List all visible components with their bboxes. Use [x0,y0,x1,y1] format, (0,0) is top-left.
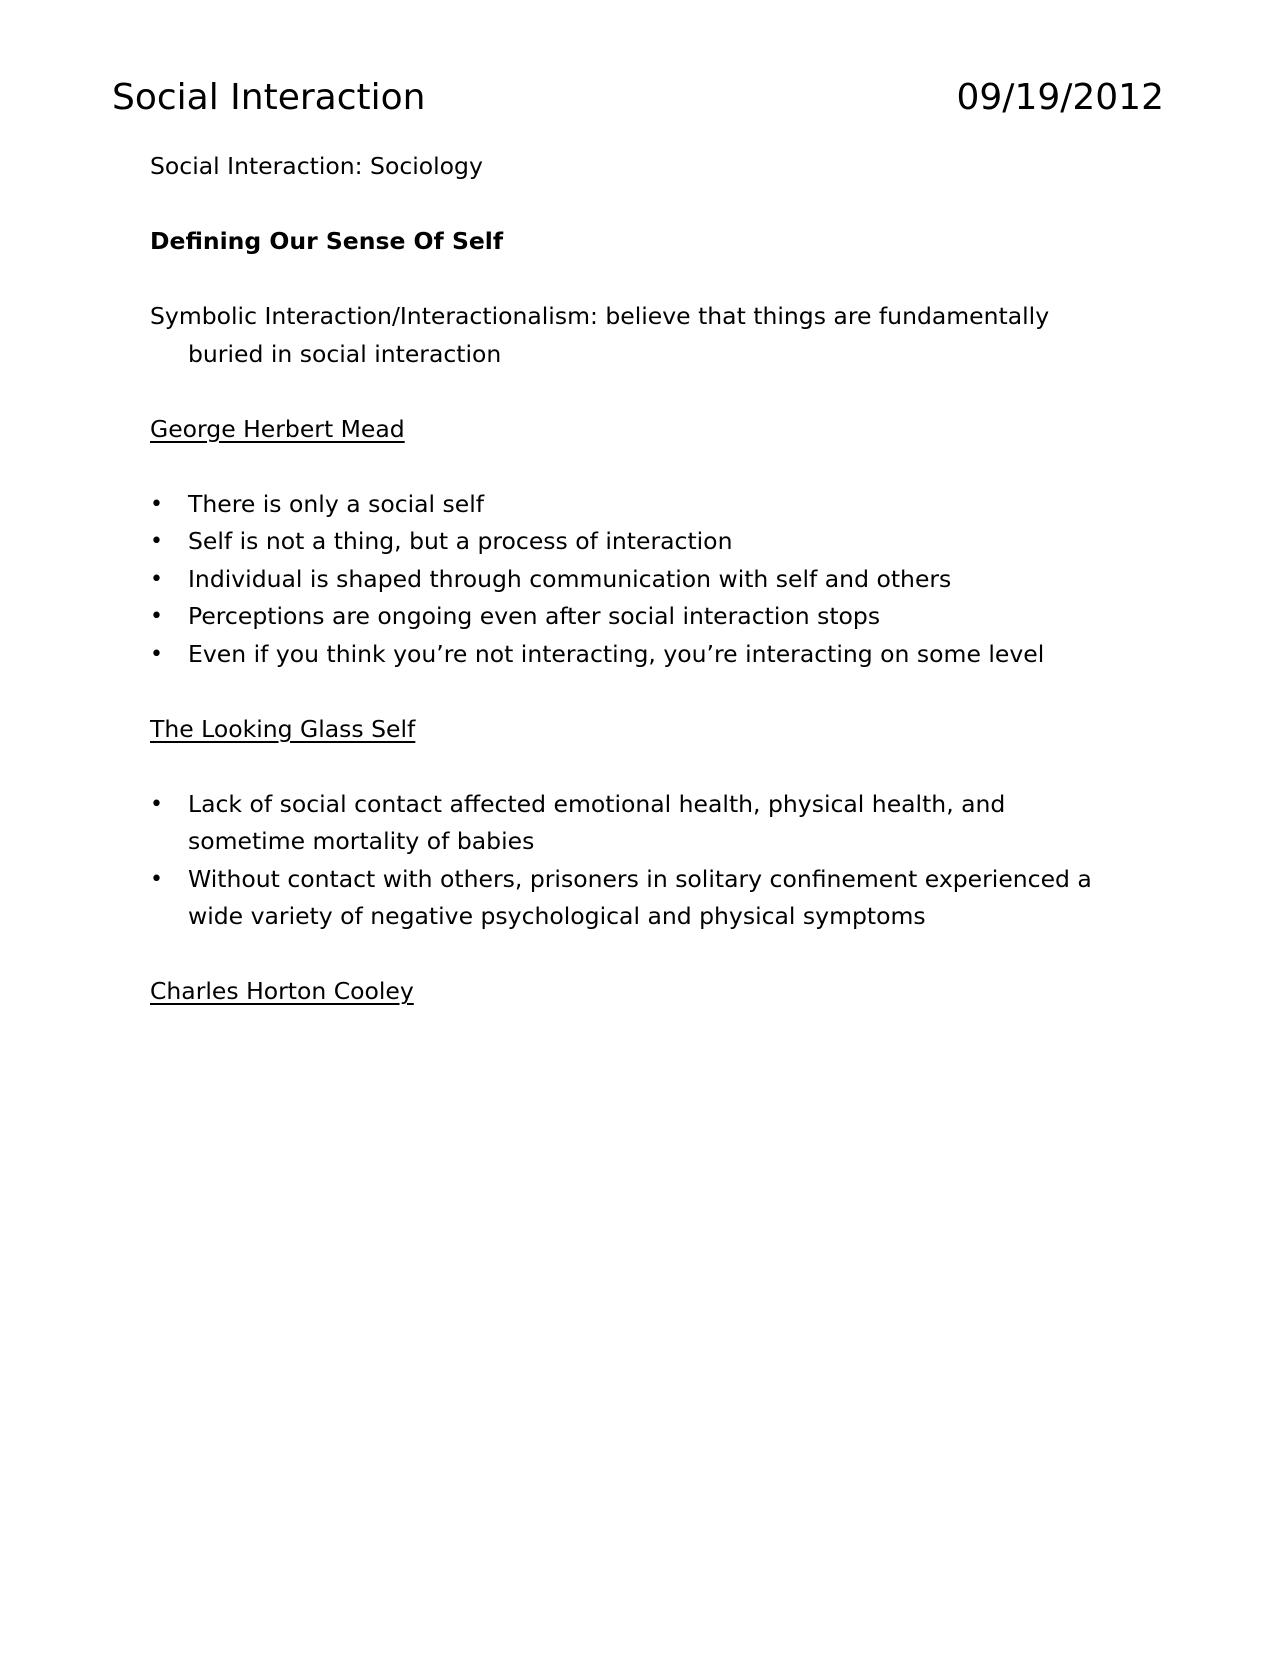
subtitle: Social Interaction: Sociology [150,152,483,180]
document-title: Social Interaction [112,77,426,118]
list-item-text: Perceptions are ongoing even after social interaction stops [188,602,881,630]
spacer [150,261,1120,299]
list-item-text: Without contact with others, prisoners in solitary confinement experienced a wide variety of negative psychological and physical symptoms [188,864,1092,930]
list-item [150,598,1120,636]
section-heading: Defining Our Sense Of Self [150,227,504,255]
bullet-icon: • [150,641,163,667]
looking-glass-heading: The Looking Glass Self [150,714,416,743]
mead-bullet-list [150,486,1120,674]
spacer [150,373,1120,411]
spacer [150,186,1120,224]
spacer [150,748,1120,786]
looking-glass-heading-line [150,711,1120,749]
looking-glass-bullet-list [150,786,1120,936]
document-body [150,148,1120,1011]
document-date: 09/19/2012 [956,77,1164,118]
definition-paragraph: Symbolic Interaction/Interactionalism: believe that things are fundamentally buried in social interaction [150,302,1050,368]
cooley-heading: Charles Horton Cooley [150,977,414,1005]
bullet-icon: • [150,529,163,554]
list-item [150,636,1120,674]
bullet-icon: • [150,566,163,592]
cooley-heading-line [150,973,1120,1011]
bullet-icon: • [150,604,163,629]
bullet-icon: • [150,491,163,517]
bullet-icon: • [150,791,163,817]
list-item-text: Lack of social contact affected emotional health, physical health, and sometime mortality of babies [188,789,1006,855]
list-item-text: Self is not a thing, but a process of interaction [188,527,733,555]
list-item [150,786,1120,861]
list-item [150,486,1120,524]
list-item-text: Individual is shaped through communication with self and others [188,564,952,593]
list-item-text: There is only a social self [188,489,485,518]
spacer [150,673,1120,711]
bullet-icon: • [150,866,163,892]
mead-heading: George Herbert Mead [150,414,405,443]
list-item [150,861,1120,936]
list-item [150,523,1120,561]
spacer [150,936,1120,974]
page-header [112,68,1164,128]
spacer [150,448,1120,486]
list-item [150,561,1120,599]
list-item-text: Even if you think you’re not interacting, you’re interacting on some level [188,639,1045,668]
mead-heading-line [150,411,1120,449]
